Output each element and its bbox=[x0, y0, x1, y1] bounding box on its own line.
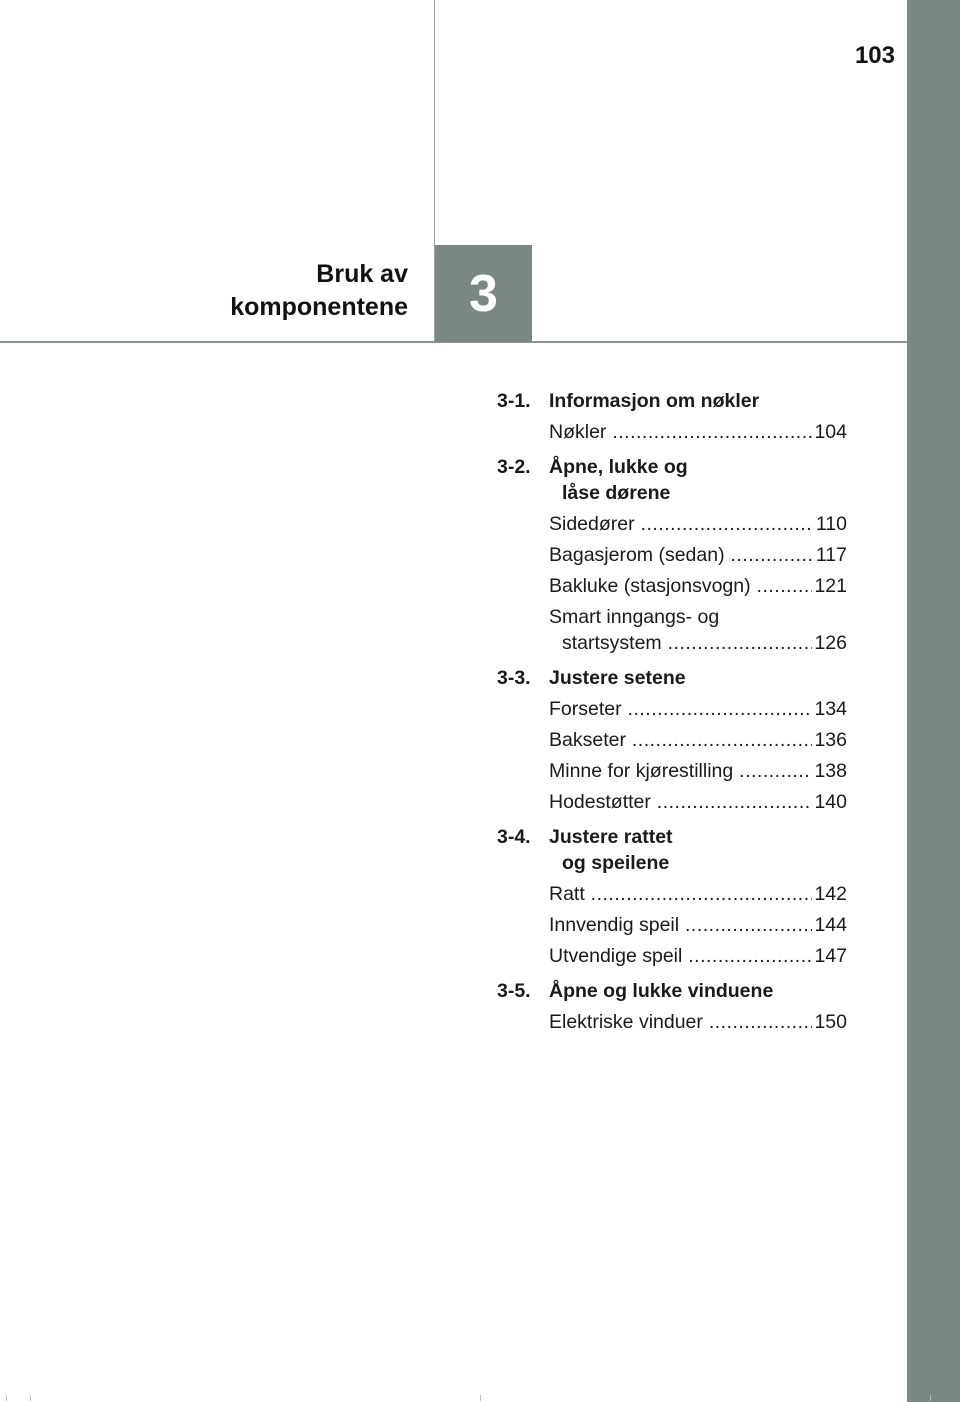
toc-entry[interactable] bbox=[549, 511, 847, 537]
toc-entry-row bbox=[549, 573, 847, 599]
toc-entry-row bbox=[549, 630, 847, 656]
toc-section-title bbox=[549, 665, 847, 691]
toc-entry-page: 144 bbox=[814, 914, 847, 936]
toc-section-heading[interactable] bbox=[497, 665, 847, 691]
toc-entry[interactable] bbox=[549, 696, 847, 722]
toc-section-title bbox=[549, 978, 847, 1004]
toc-entry-label: Bakseter ..... bbox=[549, 727, 812, 753]
toc-section-number: 3-3. bbox=[497, 667, 531, 689]
toc-section-heading[interactable] bbox=[497, 824, 847, 876]
toc-entry-row bbox=[549, 696, 847, 722]
toc-section-number: 3-2. bbox=[497, 456, 531, 478]
toc-entry[interactable] bbox=[549, 881, 847, 907]
toc-entry-label: Elektriske vinduer ..... bbox=[549, 1009, 812, 1035]
toc-entry-page: 136 bbox=[814, 729, 847, 751]
toc-entry[interactable] bbox=[549, 912, 847, 938]
toc-entry[interactable] bbox=[549, 573, 847, 599]
toc-section-title bbox=[549, 824, 847, 876]
toc-entry-label: Forseter ..... bbox=[549, 696, 812, 722]
toc-entry-row bbox=[549, 511, 847, 537]
toc-entry[interactable] bbox=[549, 1009, 847, 1035]
toc-entry[interactable] bbox=[549, 943, 847, 969]
toc-entry-page: 142 bbox=[814, 883, 847, 905]
toc-entry-row bbox=[549, 881, 847, 907]
toc-entry-label: startsystem ..... bbox=[562, 630, 812, 656]
toc-entry-page: 140 bbox=[814, 791, 847, 813]
chapter-side-bar bbox=[907, 0, 960, 1402]
toc-entry-page: 117 bbox=[815, 544, 847, 566]
toc-section-title bbox=[549, 388, 847, 414]
toc-section-heading[interactable] bbox=[497, 388, 847, 414]
toc-entry[interactable] bbox=[549, 542, 847, 568]
toc-entry-row bbox=[549, 419, 847, 445]
toc-entry-row bbox=[549, 943, 847, 969]
toc-entry-page: 110 bbox=[815, 513, 847, 535]
toc-entry-page: 104 bbox=[814, 421, 847, 443]
toc-section bbox=[497, 388, 847, 445]
toc-entry-row bbox=[549, 542, 847, 568]
toc-entry-label: Innvendig speil ..... bbox=[549, 912, 812, 938]
toc-section bbox=[497, 978, 847, 1035]
toc-entry-label: Bagasjerom (sedan) ..... bbox=[549, 542, 814, 568]
toc-section-heading[interactable] bbox=[497, 454, 847, 506]
toc-entry-label: Bakluke (stasjonsvogn) ..... bbox=[549, 573, 812, 599]
toc-entry-row bbox=[549, 727, 847, 753]
chapter-title-line-1: Bruk av bbox=[316, 260, 408, 288]
toc-section-title-line: Justere rattet bbox=[549, 826, 673, 848]
toc-entry[interactable] bbox=[549, 758, 847, 784]
toc-entry[interactable] bbox=[549, 604, 847, 656]
toc-entry-row bbox=[549, 912, 847, 938]
chapter-title-line-2: komponentene bbox=[230, 293, 408, 321]
toc-entry-label: Sidedører ..... bbox=[549, 511, 814, 537]
page-number: 103 bbox=[854, 42, 895, 69]
chapter-number: 3 bbox=[469, 264, 498, 323]
toc-section bbox=[497, 824, 847, 969]
toc-entry-page: 147 bbox=[814, 945, 847, 967]
toc-section-title-line: Åpne og lukke vinduene bbox=[549, 980, 774, 1002]
toc-section-number: 3-5. bbox=[497, 980, 531, 1002]
toc-entry-page: 150 bbox=[814, 1011, 847, 1033]
toc-section-title-line: låse dørene bbox=[562, 482, 671, 504]
toc-section-number: 3-1. bbox=[497, 390, 531, 412]
toc-section bbox=[497, 665, 847, 815]
toc-section bbox=[497, 454, 847, 656]
toc-entry-page: 121 bbox=[814, 575, 847, 597]
toc-entry-page: 126 bbox=[814, 632, 847, 654]
chapter-title bbox=[100, 258, 408, 324]
toc-entry-row bbox=[549, 758, 847, 784]
footer-crop-marks bbox=[0, 1395, 907, 1402]
toc-entry-label: Hodestøtter ..... bbox=[549, 789, 812, 815]
toc-entry-page: 134 bbox=[814, 698, 847, 720]
toc-entry-label: Utvendige speil ..... bbox=[549, 943, 812, 969]
chapter-number-box bbox=[435, 245, 532, 342]
toc-entry-row bbox=[549, 789, 847, 815]
toc-entry[interactable] bbox=[549, 419, 847, 445]
toc-entry[interactable] bbox=[549, 789, 847, 815]
toc-entry[interactable] bbox=[549, 727, 847, 753]
toc-entry-label: Nøkler ..... bbox=[549, 419, 812, 445]
toc-section-title-line: og speilene bbox=[562, 852, 670, 874]
table-of-contents bbox=[497, 388, 847, 1044]
toc-section-title-line: Justere setene bbox=[549, 667, 686, 689]
toc-section-heading[interactable] bbox=[497, 978, 847, 1004]
toc-entry-row bbox=[549, 1009, 847, 1035]
toc-section-title bbox=[549, 454, 847, 506]
toc-section-title-line: Åpne, lukke og bbox=[549, 456, 688, 478]
toc-entry-label: Ratt ..... bbox=[549, 881, 812, 907]
toc-entry-label: Smart inngangs- og bbox=[549, 606, 720, 628]
toc-section-number: 3-4. bbox=[497, 826, 531, 848]
toc-entry-label: Minne for kjørestilling ..... bbox=[549, 758, 812, 784]
toc-entry-page: 138 bbox=[814, 760, 847, 782]
toc-section-title-line: Informasjon om nøkler bbox=[549, 390, 760, 412]
